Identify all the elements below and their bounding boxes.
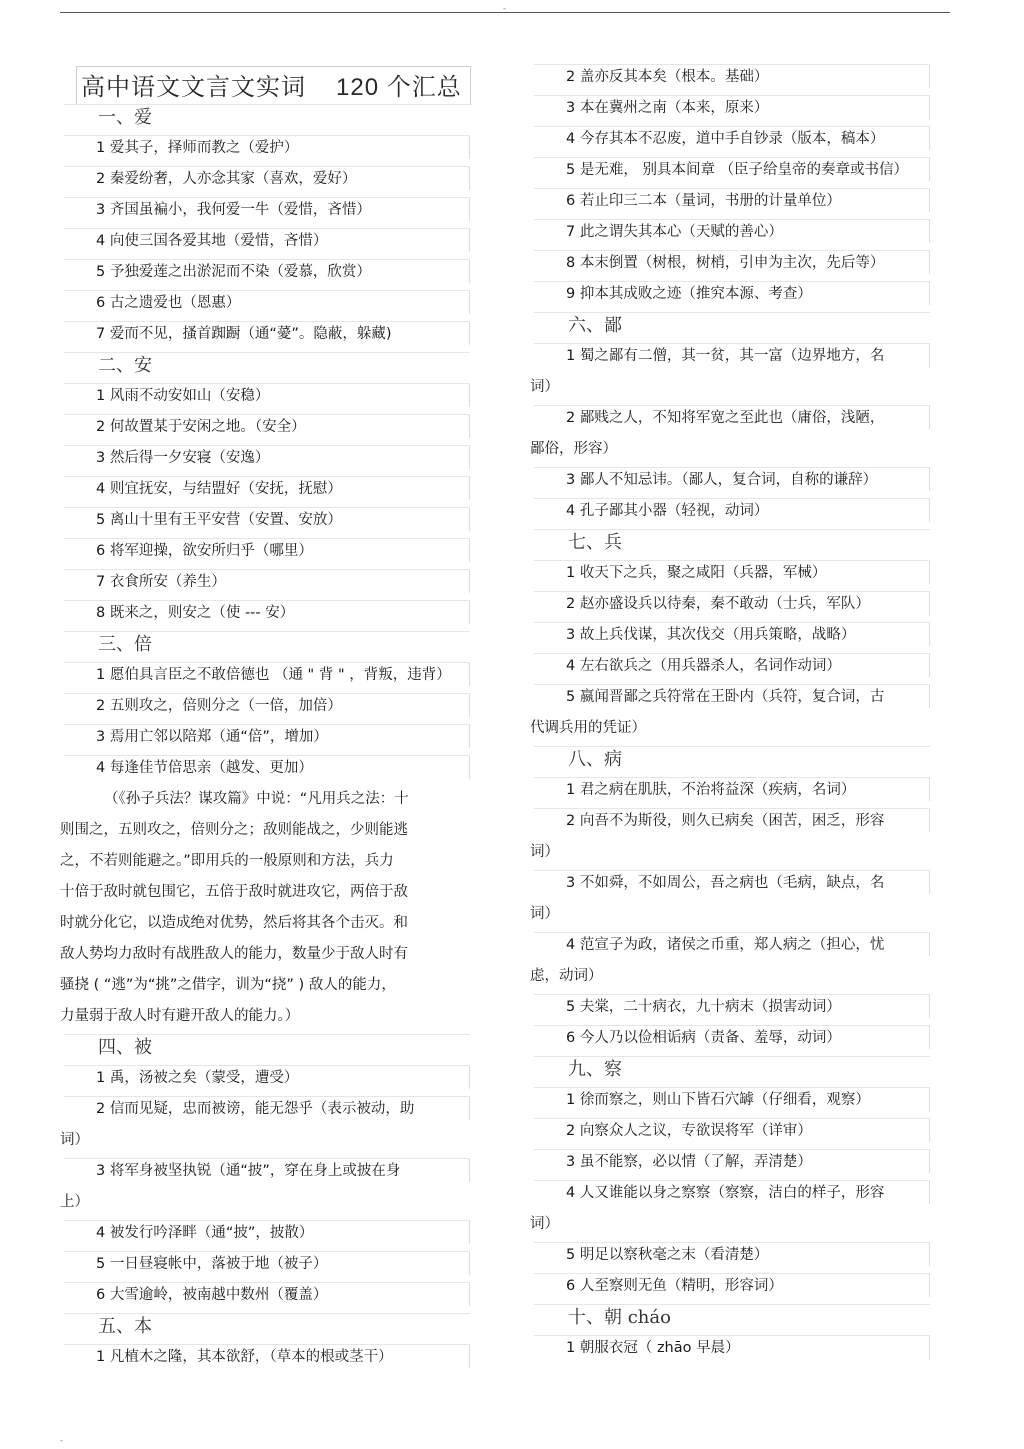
document-title (76, 66, 471, 105)
entry-line: 2 向察众人之议，专欲误将军（详审） (530, 1116, 960, 1147)
text-line: 敌人势均力敌时有战胜敌人的能力，数量少于敌人时有 (60, 946, 408, 962)
bottom-marker: - (60, 1436, 63, 1445)
section-heading: 三、倍 (60, 629, 500, 660)
section-heading: 六、鄙 (530, 310, 960, 341)
entry-line: 3 然后得一夕安寝（安逸） (60, 443, 500, 474)
title-count: 120 个汇总 (336, 74, 462, 101)
entry-line: 1 愿伯具言臣之不敢倍德也 （通 " 背 " ，背叛，违背） (60, 660, 500, 691)
text-line: 十倍于敌时就包围它，五倍于敌时就进攻它，两倍于敌 (60, 884, 408, 900)
entry-line: 2 向吾不为斯役，则久已病矣（困苦，困乏，形容 (530, 806, 960, 837)
section-heading: 七、兵 (530, 527, 960, 558)
title-text: 高中语文文言文实词 (81, 73, 306, 101)
entry-line: 7 此之谓失其本心（天赋的善心） (530, 217, 960, 248)
entry-line: 2 秦爱纷奢，人亦念其家（喜欢，爱好） (60, 164, 500, 195)
right-entries (530, 62, 960, 1364)
text-line: 上） (60, 1194, 89, 1210)
entry-line: 5 夫棠，二十病衣，九十病末（损害动词） (530, 992, 960, 1023)
text-line: 鄙俗，形容） (530, 441, 617, 457)
text-line: 代调兵用的凭证） (530, 720, 646, 736)
entry-line: 1 朝服衣冠（ zhāo 早晨） (530, 1333, 960, 1364)
entry-line: 5 是无难， 别具本间章 （臣子给皇帝的奏章或书信） (530, 155, 960, 186)
entry-line: 3 不如舜，不如周公，吾之病也（毛病，缺点，名 (530, 868, 960, 899)
entry-line: 6 人至察则无鱼（精明，形容词） (530, 1271, 960, 1302)
entry-line: 6 大雪逾岭，被南越中数州（覆盖） (60, 1280, 500, 1311)
left-entries (60, 102, 500, 1373)
entry-line: 1 徐而察之，则山下皆石穴罅（仔细看，观察） (530, 1085, 960, 1116)
left-column (60, 62, 500, 1373)
text-line: 词） (530, 844, 559, 860)
entry-line: 2 五则攻之，倍则分之（一倍，加倍） (60, 691, 500, 722)
entry-line: 3 故上兵伐谋，其次伐交（用兵策略，战略） (530, 620, 960, 651)
entry-line: 1 凡植木之隆，其本欲舒，（草本的根或茎干） (60, 1342, 500, 1373)
entry-line: 5 予独爱莲之出淤泥而不染（爱慕，欣赏） (60, 257, 500, 288)
section-heading: 八、病 (530, 744, 960, 775)
entry-line: 6 将军迎操，欲安所归乎（哪里） (60, 536, 500, 567)
text-line: 虑，动词） (530, 968, 603, 984)
entry-line: 3 虽不能察，必以情（了解，弄清楚） (530, 1147, 960, 1178)
entry-line: 2 赵亦盛设兵以待秦，秦不敢动（士兵，军队） (530, 589, 960, 620)
entry-line: 7 衣食所安（养生） (60, 567, 500, 598)
entry-line: 4 每逢佳节倍思亲（越发、更加） (60, 753, 500, 784)
entry-line: 6 古之遗爱也（恩惠） (60, 288, 500, 319)
entry-line: 8 本末倒置（树根，树梢，引申为主次，先后等） (530, 248, 960, 279)
entry-line: 4 向使三国各爱其地（爱惜，吝惜） (60, 226, 500, 257)
entry-line: 1 君之病在肌肤，不治将益深（疾病，名词） (530, 775, 960, 806)
section-heading: 九、察 (530, 1054, 960, 1085)
text-line: 词） (530, 906, 559, 922)
title-row (60, 62, 500, 102)
entry-line: 5 一日昼寝帐中，落被于地（被子） (60, 1249, 500, 1280)
entry-line: 3 齐国虽褊小，我何爱一牛（爱惜，吝惜） (60, 195, 500, 226)
entry-line: 2 何故置某于安闲之地。（安全） (60, 412, 500, 443)
text-line: 则围之，五则攻之，倍则分之；敌则能战之，少则能逃 (60, 822, 408, 838)
right-column (530, 62, 960, 1364)
entry-line: 2 信而见疑，忠而被谤，能无怨乎（表示被动，助 (60, 1094, 500, 1125)
section-heading: 十、朝 cháo (530, 1302, 960, 1333)
entry-line: 7 爱而不见，搔首踟蹰（通“薆”。隐蔽，躲藏) (60, 319, 500, 350)
entry-line: 6 若止印三二本（量词，书册的计量单位） (530, 186, 960, 217)
section-heading: 一、爱 (60, 102, 500, 133)
entry-line: 4 范宣子为政，诸侯之币重，郑人病之（担心，忧 (530, 930, 960, 961)
entry-line: 5 嬴闻晋鄙之兵符常在王卧内（兵符，复合词，古 (530, 682, 960, 713)
entry-line: 4 则宜抚安，与结盟好（安抚，抚慰） (60, 474, 500, 505)
text-line: 词） (530, 1216, 559, 1232)
entry-line: 1 收天下之兵，聚之咸阳（兵器，军械） (530, 558, 960, 589)
entry-line: 4 被发行吟泽畔（通“披”，披散） (60, 1218, 500, 1249)
entry-line: 8 既来之，则安之（使 --- 安） (60, 598, 500, 629)
entry-line: 9 抑本其成败之迹（推究本源、考查） (530, 279, 960, 310)
entry-line: 3 焉用亡邻以陪郑（通“倍”，增加） (60, 722, 500, 753)
text-line: 力量弱于敌人时有避开敌人的能力。） (60, 1008, 300, 1024)
entry-line: 4 孔子鄙其小器（轻视，动词） (530, 496, 960, 527)
text-line: 时就分化它，以造成绝对优势，然后将其各个击灭。和 (60, 915, 408, 931)
entry-line: 1 爱其子，择师而教之（爱护） (60, 133, 500, 164)
entry-line: 4 今存其本不忍废，道中手自钞录（版本，稿本） (530, 124, 960, 155)
section-heading: 五、本 (60, 1311, 500, 1342)
entry-line: 3 将军身被坚执锐（通“披”，穿在身上或披在身 (60, 1156, 500, 1187)
entry-line: 2 盖亦反其本矣（根本。基础） (530, 62, 960, 93)
text-line: 之，不若则能避之。”即用兵的一般原则和方法，兵力 (60, 853, 394, 869)
entry-line: 1 禹，汤被之矣（蒙受，遭受） (60, 1063, 500, 1094)
entry-line: 2 鄙贱之人，不知将军宽之至此也（庸俗，浅陋， (530, 403, 960, 434)
text-line: （《孙子兵法？谋攻篇》中说：“凡用兵之法：十 (104, 791, 409, 807)
entry-line: 3 鄙人不知忌讳。（鄙人，复合词，自称的谦辞） (530, 465, 960, 496)
entry-line: 3 本在冀州之南（本来，原来） (530, 93, 960, 124)
entry-line: 6 今人乃以俭相诟病（责备、羞辱，动词） (530, 1023, 960, 1054)
entry-line: 4 人又谁能以身之察察（察察，洁白的样子，形容 (530, 1178, 960, 1209)
section-heading: 四、被 (60, 1032, 500, 1063)
top-marker: - (503, 4, 506, 13)
section-heading: 二、安 (60, 350, 500, 381)
text-line: 词） (60, 1132, 89, 1148)
entry-line: 1 蜀之鄙有二僧，其一贫，其一富（边界地方，名 (530, 341, 960, 372)
entry-line: 5 离山十里有王平安营（安置、安放） (60, 505, 500, 536)
entry-line: 1 风雨不动安如山（安稳） (60, 381, 500, 412)
entry-line: 5 明足以察秋毫之末（看清楚） (530, 1240, 960, 1271)
text-line: 词） (530, 379, 559, 395)
entry-line: 4 左右欲兵之（用兵器杀人，名词作动词） (530, 651, 960, 682)
text-line: 骚挠 ( “逃”为“挑”之借字，训为“挠” ) 敌人的能力， (60, 977, 396, 993)
